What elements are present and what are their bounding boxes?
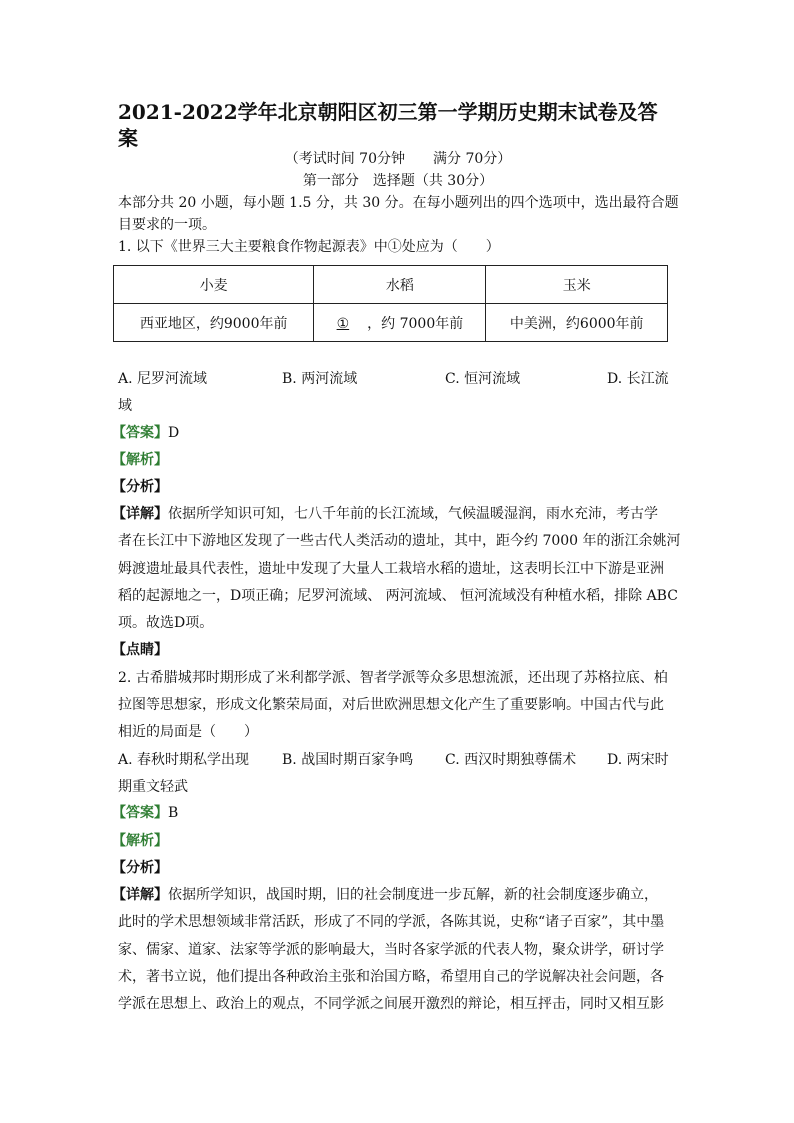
title-line-1: 2021-2022学年北京朝阳区初三第一学期历史期末试卷及答 bbox=[118, 100, 658, 124]
q2-option-c: C. 西汉时期独尊儒术 bbox=[445, 752, 577, 768]
q2-stem-1: 2. 古希腊城邦时期形成了米利都学派、智者学派等众多思想流派，还出现了苏格拉底、柏 bbox=[118, 670, 668, 686]
xiangjie-label: 【详解】 bbox=[112, 506, 168, 522]
section-heading: 第一部分 选择题（共 30分） bbox=[302, 173, 494, 189]
q1-fenxi: 【分析】 bbox=[112, 479, 168, 495]
table-cell-text: ，约 7000年前 bbox=[367, 315, 464, 332]
q1-option-d: D. 长江流 bbox=[607, 371, 669, 387]
q1-option-c: C. 恒河流域 bbox=[445, 371, 521, 387]
q2-option-b: B. 战国时期百家争鸣 bbox=[282, 752, 414, 768]
table-header: 玉米 bbox=[486, 266, 668, 304]
q1-xiangjie-3: 姆渡遗址最具代表性，遗址中发现了大量人工栽培水稻的遗址，这表明长江中下游是亚洲 bbox=[118, 561, 664, 577]
answer-value: D bbox=[168, 425, 180, 441]
xiangjie-text: 依据所学知识，战国时期，旧的社会制度进一步瓦解，新的社会制度逐步确立， bbox=[168, 887, 658, 903]
q1-xiangjie-2: 者在长江中下游地区发现了一些古代人类活动的遗址，其中，距今约 7000 年的浙江余姚河 bbox=[118, 533, 681, 549]
q2-option-a: A. 春秋时期私学出现 bbox=[118, 752, 250, 768]
q1-xiangjie-4: 稻的起源地之一，D项正确；尼罗河流域、 两河流域、 恒河流域没有种植水稻，排除 ABC bbox=[118, 588, 678, 604]
q2-stem-3: 相近的局面是（ ） bbox=[118, 724, 258, 740]
q1-dianjing: 【点睛】 bbox=[112, 642, 168, 658]
table-cell bbox=[314, 304, 486, 342]
xiangjie-label: 【详解】 bbox=[112, 887, 168, 903]
q1-stem: 1. 以下《世界三大主要粮食作物起源表》中①处应为（ ） bbox=[118, 239, 500, 255]
q2-xiangjie-5: 学派在思想上、政治上的观点，不同学派之间展开激烈的辩论，相互抨击，同时又相互影 bbox=[118, 996, 664, 1012]
q2-answer bbox=[112, 803, 672, 823]
q2-xiangjie-2: 此时的学术思想领域非常活跃，形成了不同的学派，各陈其说，史称“诸子百家”，其中墨 bbox=[118, 914, 665, 930]
table-header: 水稻 bbox=[314, 266, 486, 304]
q1-option-a: A. 尼罗河流域 bbox=[118, 371, 208, 387]
table-cell: 西亚地区，约9000年前 bbox=[114, 304, 314, 342]
q2-xiangjie-4: 术，著书立说，他们提出各种政治主张和治国方略，希望用自己的学说解决社会问题，各 bbox=[118, 969, 664, 985]
answer-value: B bbox=[168, 805, 179, 821]
table-cell: 中美洲，约6000年前 bbox=[486, 304, 668, 342]
answer-label: 【答案】 bbox=[112, 425, 168, 441]
q1-answer bbox=[112, 423, 672, 443]
q2-fenxi: 【分析】 bbox=[112, 860, 168, 876]
instructions-1: 本部分共 20 小题，每小题 1.5 分，共 30 分。在每小题列出的四个选项中，选出最符合题 bbox=[118, 195, 679, 211]
q2-xiangjie-1 bbox=[112, 885, 672, 905]
table-header: 小麦 bbox=[114, 266, 314, 304]
q2-option-wrap: 期重文轻武 bbox=[118, 779, 188, 795]
instructions-2: 目要求的一项。 bbox=[118, 217, 216, 233]
crop-origin-table bbox=[113, 265, 668, 342]
exam-info: （考试时间 70分钟 满分 70分） bbox=[284, 151, 512, 167]
q1-xiangjie-5: 项。故选D项。 bbox=[118, 615, 214, 631]
q1-jiexi: 【解析】 bbox=[112, 452, 168, 468]
q2-jiexi: 【解析】 bbox=[112, 833, 168, 849]
q2-xiangjie-3: 家、儒家、道家、法家等学派的影响最大，当时各家学派的代表人物，聚众讲学，研讨学 bbox=[118, 942, 664, 958]
q1-option-b: B. 两河流域 bbox=[282, 371, 358, 387]
q1-xiangjie-1 bbox=[112, 504, 672, 524]
answer-label: 【答案】 bbox=[112, 805, 168, 821]
blank-marker: ① bbox=[336, 315, 350, 332]
q1-option-wrap: 域 bbox=[118, 398, 132, 414]
q2-stem-2: 拉图等思想家，形成文化繁荣局面，对后世欧洲思想文化产生了重要影响。中国古代与此 bbox=[118, 697, 664, 713]
q2-option-d: D. 两宋时 bbox=[607, 752, 669, 768]
xiangjie-text: 依据所学知识可知，七八千年前的长江流域，气候温暖湿润，雨水充沛，考古学 bbox=[168, 506, 658, 522]
title-line-2: 案 bbox=[118, 126, 138, 150]
